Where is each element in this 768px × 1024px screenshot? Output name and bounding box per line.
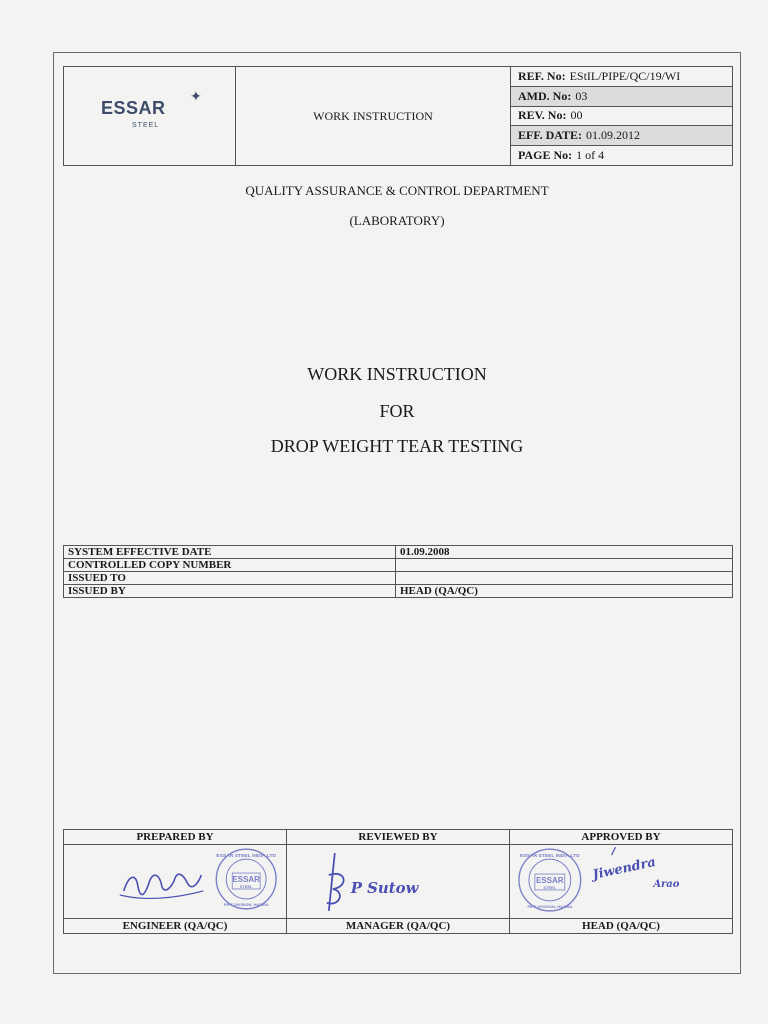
info-value: HEAD (QA/QC) [396,585,733,598]
reference-value: 1 of 4 [576,148,605,163]
info-label: ISSUED BY [64,585,396,598]
svg-text:ESSAR: ESSAR [232,874,260,884]
approved-signature-graphic [510,845,732,918]
title-line-2: FOR [379,401,415,421]
engineer-signature [124,874,202,894]
reference-label: REF. No: [518,68,566,83]
reference-row [511,126,732,146]
approved-by-role: HEAD (QA/QC) [510,919,733,934]
svg-text:STEEL: STEEL [239,883,253,889]
approved-by-header: APPROVED BY [510,830,733,845]
info-label: ISSUED TO [64,572,396,585]
document-header [63,66,733,166]
reference-label: PAGE No: [518,148,573,163]
svg-text:Jiwendra: Jiwendra [591,854,658,883]
info-label: SYSTEM EFFECTIVE DATE [64,546,396,559]
reference-block [511,67,732,165]
prepared-signature-cell [64,845,287,919]
svg-text:PIPE DIVISION, HAZIRA: PIPE DIVISION, HAZIRA [223,901,269,907]
svg-text:STEEL: STEEL [543,884,557,890]
svg-text:P Sutow: P Sutow [350,878,419,897]
approved-signature-cell [510,845,733,919]
department-name: QUALITY ASSURANCE & CONTROL DEPARTMENT [245,183,549,198]
reference-label: EFF. DATE: [518,128,583,143]
reference-label: AMD. No: [518,88,572,103]
logo-subtitle: STEEL [132,122,160,129]
reviewed-by-header: REVIEWED BY [287,830,510,845]
document-type: WORK INSTRUCTION [236,67,511,165]
prepared-by-role: ENGINEER (QA/QC) [64,919,287,934]
reviewed-by-role: MANAGER (QA/QC) [287,919,510,934]
title-line-3: DROP WEIGHT TEAR TESTING [270,436,524,456]
info-value [396,559,733,572]
manager-signature [327,853,344,911]
reference-value: 01.09.2012 [586,128,641,143]
title-line-1: WORK INSTRUCTION [307,364,487,384]
reference-label: REV. No: [518,108,567,123]
department-subtitle: (LABORATORY) [349,213,445,228]
svg-text:ESSAR STEEL INDIA LTD: ESSAR STEEL INDIA LTD [519,854,580,860]
info-value: 01.09.2008 [396,546,733,559]
company-seal-2 [519,849,581,911]
reference-row [511,67,732,87]
svg-text:PIPE DIVISION, HAZIRA: PIPE DIVISION, HAZIRA [527,903,573,909]
reference-row [511,146,732,165]
reference-row [511,87,732,107]
prepared-by-header: PREPARED BY [64,830,287,845]
logo-wordmark: ESSAR [101,98,166,118]
logo-star-icon: ✦ [190,89,202,105]
svg-text:ESSAR: ESSAR [536,875,564,885]
reviewed-signature-cell [287,845,510,919]
company-logo [64,67,236,165]
info-row [64,585,733,598]
svg-text:ESSAR STEEL INDIA LTD: ESSAR STEEL INDIA LTD [216,854,277,860]
reference-value: 03 [575,88,588,103]
info-row [64,546,733,559]
info-value [396,572,733,585]
info-label: CONTROLLED COPY NUMBER [64,559,396,572]
prepared-signature-graphic [64,845,286,918]
signoff-table [63,829,733,934]
reviewed-signature-graphic [287,845,509,918]
reference-row [511,107,732,127]
svg-text:Arao: Arao [653,878,680,890]
company-seal-1 [216,849,276,909]
reference-value: 00 [570,108,583,123]
reference-value: EStIL/PIPE/QC/19/WI [569,68,681,83]
info-row [64,572,733,585]
issue-info-table [63,545,733,598]
info-row [64,559,733,572]
